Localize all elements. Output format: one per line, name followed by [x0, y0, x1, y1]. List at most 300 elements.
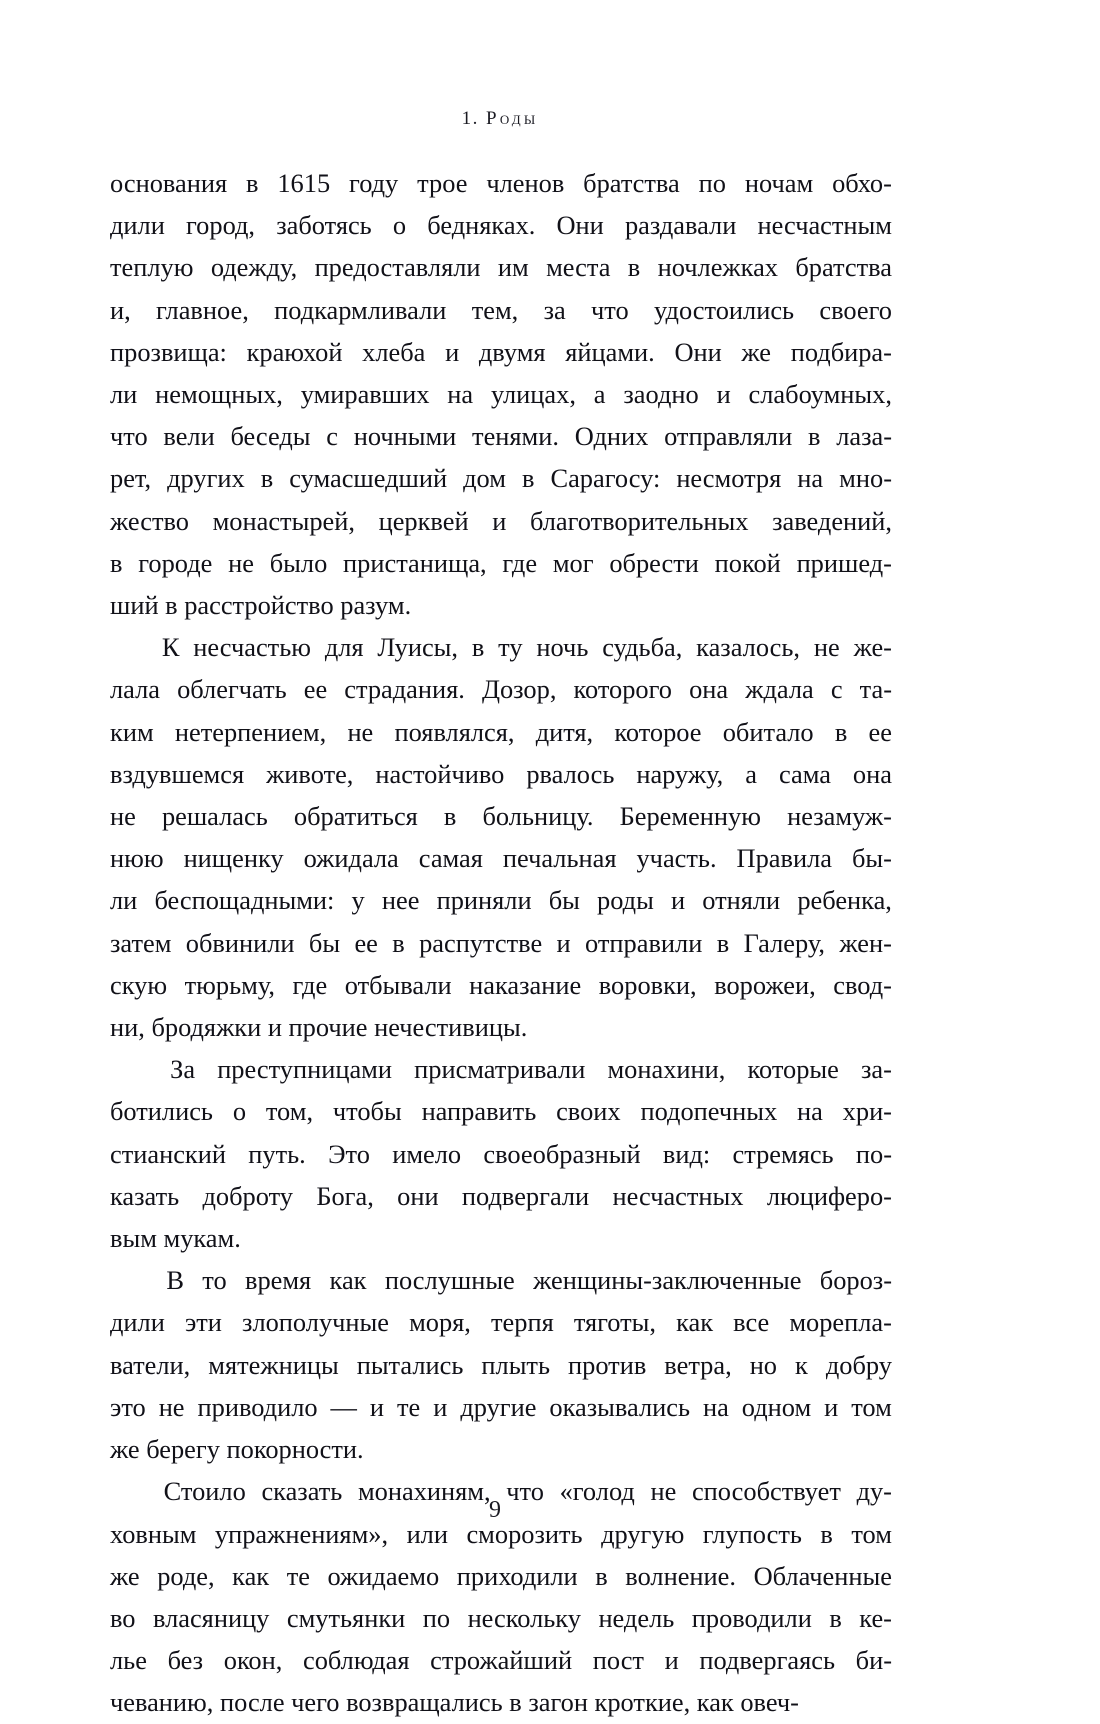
word: своего: [819, 294, 892, 325]
word: краюхой: [246, 336, 343, 367]
word: терпя: [491, 1307, 554, 1338]
word: вздувшемся: [110, 758, 245, 789]
text-line: [110, 331, 892, 373]
text-line: [110, 289, 892, 331]
word: трое: [417, 168, 468, 198]
word: в: [471, 632, 485, 663]
word: несчастным: [757, 210, 892, 241]
text-line: [110, 922, 892, 964]
text-line: [110, 753, 892, 795]
word: нетерпением,: [174, 716, 327, 747]
word: воровки,: [598, 969, 697, 1000]
word: монахини,: [607, 1054, 726, 1085]
word: отбывали: [344, 969, 452, 1000]
word: за: [543, 294, 566, 325]
word: 1615: [277, 168, 331, 198]
word: и: [824, 1391, 839, 1422]
word: году: [349, 168, 399, 198]
word: имело: [392, 1138, 462, 1169]
word: не: [228, 547, 254, 578]
word: на: [702, 1391, 729, 1422]
word: жен-: [839, 927, 892, 958]
text-line: [110, 1344, 892, 1386]
text-line: [110, 542, 892, 584]
text-line: [110, 204, 892, 246]
word: роде,: [157, 1560, 215, 1591]
word: в: [260, 463, 274, 494]
word: в: [627, 252, 641, 283]
word: проводили: [691, 1602, 812, 1633]
word: других: [167, 463, 245, 494]
word: городе: [138, 547, 213, 578]
word: нюю: [110, 843, 164, 874]
word: по: [422, 1602, 451, 1633]
word: незамуж-: [787, 801, 892, 832]
page-number: 9: [489, 1497, 501, 1523]
word: несчастью: [193, 632, 311, 663]
word: ребенка,: [797, 885, 892, 916]
word: монахиням,: [357, 1476, 491, 1507]
word: дили: [110, 210, 165, 241]
text-line: [110, 795, 892, 837]
word: ждала: [745, 674, 814, 705]
word: по-: [855, 1138, 892, 1169]
word: что: [110, 421, 148, 452]
word: ветра,: [664, 1349, 732, 1380]
word: послушные: [384, 1265, 515, 1296]
word: люциферо-: [766, 1180, 892, 1211]
word: как: [676, 1307, 714, 1338]
word: прозвища:: [110, 336, 227, 367]
word: яйцами.: [565, 336, 655, 367]
text-line: [110, 500, 892, 542]
word: подвергаясь: [699, 1645, 836, 1676]
word: ватели,: [110, 1349, 191, 1380]
word: Стоило: [163, 1476, 246, 1507]
word: лала: [110, 674, 160, 705]
word: Сарагосу:: [550, 463, 661, 494]
word: смутьянки: [286, 1602, 406, 1633]
word: свод-: [833, 969, 892, 1000]
word: несмотря: [676, 463, 782, 494]
word: страдания.: [344, 674, 465, 705]
paragraph: [110, 1259, 892, 1470]
word: Правила: [736, 843, 832, 874]
word: Беременную: [619, 801, 761, 832]
word: казалось,: [696, 632, 801, 663]
text-line: [110, 373, 892, 415]
word: упражнениям»,: [214, 1518, 389, 1549]
word: и: [556, 927, 571, 958]
word: судьба,: [602, 632, 683, 663]
word: без: [167, 1645, 204, 1676]
text-line: [110, 1301, 892, 1343]
word: ее: [868, 716, 892, 747]
word: бы: [548, 885, 580, 916]
word: ожидала: [303, 843, 399, 874]
word: предоставляли: [314, 252, 481, 283]
word: места: [546, 252, 611, 283]
word: стианский: [110, 1138, 226, 1169]
word: беспощадными:: [154, 885, 335, 916]
word: и: [492, 505, 507, 536]
word: рвалось: [526, 758, 615, 789]
word: одном: [741, 1391, 812, 1422]
word: вели: [163, 421, 215, 452]
word: эти: [184, 1307, 222, 1338]
text-line: [110, 415, 892, 457]
word: приняли: [436, 885, 532, 916]
word: преступницами: [217, 1054, 392, 1085]
word: по: [698, 168, 726, 198]
word: а: [593, 379, 606, 410]
word: заведений,: [772, 505, 892, 536]
word: ховным: [110, 1518, 197, 1549]
word: в: [820, 1518, 833, 1549]
word: где: [292, 969, 328, 1000]
word: хри-: [842, 1096, 892, 1127]
word: в: [595, 1560, 608, 1591]
word: облегчать: [177, 674, 287, 705]
word: больницу.: [482, 801, 594, 832]
word: монастырей,: [212, 505, 355, 536]
word: морепла-: [789, 1307, 892, 1338]
word: строжайший: [430, 1645, 573, 1676]
word: пост: [592, 1645, 644, 1676]
word: сморозить: [466, 1518, 583, 1549]
word: глупость: [702, 1518, 802, 1549]
word: том: [851, 1518, 892, 1549]
word: моря,: [409, 1307, 471, 1338]
word: у: [351, 885, 365, 916]
word: удостоились: [654, 294, 795, 325]
word: затем: [110, 927, 172, 958]
word: соблюдая: [302, 1645, 410, 1676]
word: пристанища,: [343, 547, 487, 578]
word: отправляли: [664, 421, 793, 452]
word: В: [166, 1265, 184, 1296]
word: другие: [460, 1391, 537, 1422]
word: обрести: [609, 547, 699, 578]
paragraph-indent: [110, 626, 148, 668]
word: отправили: [585, 927, 703, 958]
word: ночлежках: [657, 252, 778, 283]
word: добру: [825, 1349, 892, 1380]
paragraph: [110, 626, 892, 1048]
word: за-: [861, 1054, 892, 1085]
word: на: [796, 1096, 823, 1127]
text-line: [110, 1639, 892, 1681]
word: не: [347, 716, 374, 747]
text-line: [110, 879, 892, 921]
word: сама: [778, 758, 831, 789]
text-line: [110, 1597, 892, 1639]
word: ли: [110, 885, 138, 916]
word: том,: [265, 1096, 314, 1127]
text-line: [110, 1386, 892, 1428]
word: направить: [421, 1096, 537, 1127]
word: это: [110, 1391, 146, 1422]
word: те: [286, 1560, 310, 1591]
word: город,: [186, 210, 256, 241]
running-head: [110, 108, 890, 130]
word: или: [406, 1518, 448, 1549]
word: главное,: [156, 294, 249, 325]
word: и: [445, 336, 460, 367]
text-line: вым мукам.: [110, 1223, 241, 1254]
text-line: ни, бродяжки и прочие нечестивицы.: [110, 1012, 528, 1043]
word: не: [650, 1476, 677, 1507]
word: в: [246, 168, 259, 198]
word: Они: [556, 210, 604, 241]
body-text-block: [110, 162, 892, 1724]
word: против: [568, 1349, 647, 1380]
word: нескольку: [467, 1602, 581, 1633]
word: печальная: [502, 843, 617, 874]
word: умиравших: [300, 379, 430, 410]
word: было: [269, 547, 328, 578]
running-head-chapter-number: 1.: [461, 108, 479, 129]
word: для: [324, 632, 364, 663]
word: двумя: [478, 336, 546, 367]
word: ночам: [744, 168, 814, 198]
word: как: [329, 1265, 367, 1296]
word: оказывались: [549, 1391, 691, 1422]
word: бы-: [851, 843, 892, 874]
text-line: чеванию, после чего возвращались в загон кроткие, как овеч-: [110, 1687, 799, 1718]
word: ботились: [110, 1096, 213, 1127]
word: и,: [110, 294, 131, 325]
word: церквей: [378, 505, 469, 536]
word: заодно: [623, 379, 699, 410]
word: Одних: [574, 421, 649, 452]
word: с: [326, 421, 338, 452]
word: тенями.: [472, 421, 559, 452]
word: беседы: [230, 421, 311, 452]
word: ночь: [536, 632, 589, 663]
word: ке-: [859, 1602, 892, 1633]
word: те: [397, 1391, 421, 1422]
word: способствует: [691, 1476, 841, 1507]
word: ее: [354, 927, 378, 958]
word: несчастных: [612, 1180, 744, 1211]
word: настойчиво: [375, 758, 505, 789]
word: покой: [714, 547, 781, 578]
word: обхо-: [832, 168, 892, 198]
text-line: [110, 1555, 892, 1597]
word: тем,: [471, 294, 519, 325]
word: тюрьму,: [184, 969, 275, 1000]
word: хлеба: [362, 336, 426, 367]
word: приводило: [197, 1391, 318, 1422]
word: —: [330, 1391, 357, 1422]
word: сумасшедший: [289, 463, 448, 494]
word: в: [110, 547, 123, 578]
word: путь.: [248, 1138, 306, 1169]
word: бы: [308, 927, 341, 958]
word: она: [689, 674, 729, 705]
word: вид:: [662, 1138, 711, 1169]
word: на: [447, 379, 474, 410]
paragraph: [110, 1048, 892, 1259]
word: Облаченные: [753, 1560, 892, 1591]
word: немощных,: [155, 379, 283, 410]
word: Галеру,: [743, 927, 825, 958]
word: раздавали: [624, 210, 737, 241]
word: теплую: [110, 252, 194, 283]
word: на: [797, 463, 824, 494]
word: нее: [381, 885, 420, 916]
paragraph-indent: [110, 1259, 148, 1301]
text-line: [110, 1259, 892, 1301]
word: мятежницы: [208, 1349, 339, 1380]
word: они: [397, 1180, 439, 1211]
word: подкармливали: [274, 294, 447, 325]
word: же-: [853, 632, 892, 663]
word: животе,: [266, 758, 354, 789]
word: Луисы,: [377, 632, 459, 663]
word: злополучные: [242, 1307, 389, 1338]
word: том: [851, 1391, 892, 1422]
word: в: [521, 463, 535, 494]
word: которого: [573, 674, 672, 705]
word: обитало: [722, 716, 814, 747]
word: сказать: [261, 1476, 343, 1507]
word: решалась: [161, 801, 268, 832]
word: к: [795, 1349, 808, 1380]
word: не: [158, 1391, 185, 1422]
word: дом: [463, 463, 506, 494]
running-head-chapter-title: Роды: [486, 108, 539, 129]
word: но: [749, 1349, 778, 1380]
word: Бога,: [316, 1180, 374, 1211]
word: как: [232, 1560, 270, 1591]
word: одежду,: [210, 252, 298, 283]
word: в: [834, 716, 848, 747]
text-line: [110, 246, 892, 288]
word: подопечных: [640, 1096, 778, 1127]
word: подбира-: [790, 336, 892, 367]
word: тяготы,: [573, 1307, 657, 1338]
word: что: [506, 1476, 544, 1507]
text-line: [110, 457, 892, 499]
word: не: [813, 632, 840, 663]
word: наказание: [469, 969, 582, 1000]
word: рет,: [110, 463, 152, 494]
word: казать: [110, 1180, 180, 1211]
text-line: [110, 162, 892, 204]
text-line: [110, 837, 892, 879]
word: и: [433, 1391, 448, 1422]
text-line: [110, 1133, 892, 1175]
text-line: [110, 1048, 892, 1090]
word: дили: [110, 1307, 165, 1338]
word: своих: [556, 1096, 621, 1127]
text-line: же берегу покорности.: [110, 1434, 364, 1465]
word: и: [664, 1645, 679, 1676]
word: же: [741, 336, 772, 367]
word: в: [829, 1602, 842, 1633]
word: членов: [486, 168, 565, 198]
word: ночными: [353, 421, 457, 452]
paragraph-indent: [110, 1048, 148, 1090]
word: доброту: [202, 1180, 293, 1211]
word: время: [244, 1265, 312, 1296]
word: Они: [674, 336, 722, 367]
word: в: [807, 421, 821, 452]
text-line: [110, 668, 892, 710]
word: во: [110, 1602, 136, 1633]
word: плыть: [481, 1349, 550, 1380]
word: наружу,: [636, 758, 724, 789]
word: власяницу: [152, 1602, 270, 1633]
word: благотворительных: [529, 505, 749, 536]
word: Дозор,: [481, 674, 557, 705]
word: участь.: [636, 843, 717, 874]
word: появлялся,: [394, 716, 515, 747]
word: не: [110, 801, 136, 832]
word: дитя,: [535, 716, 594, 747]
word: За: [170, 1054, 196, 1085]
word: то: [202, 1265, 227, 1296]
word: и: [369, 1391, 385, 1422]
word: мог: [552, 547, 594, 578]
word: основания: [110, 168, 228, 198]
word: другую: [601, 1518, 685, 1549]
word: отняли: [702, 885, 781, 916]
word: о: [392, 210, 407, 241]
word: скую: [110, 969, 168, 1000]
text-line: [110, 964, 892, 1006]
word: недель: [598, 1602, 675, 1633]
word: самая: [418, 843, 483, 874]
text-line: ший в расстройство разум.: [110, 590, 412, 621]
word: ее: [303, 674, 328, 705]
word: в: [716, 927, 730, 958]
word: заботясь: [276, 210, 372, 241]
word: ворожеи,: [714, 969, 816, 1000]
word: улицах,: [490, 379, 576, 410]
word: ожидаемо: [327, 1560, 440, 1591]
word: с: [830, 674, 843, 705]
word: братства: [795, 252, 892, 283]
word: ли: [110, 379, 138, 410]
word: своеобразный: [483, 1138, 641, 1169]
word: жество: [110, 505, 189, 536]
word: обратиться: [293, 801, 418, 832]
word: та-: [859, 674, 892, 705]
word: о: [232, 1096, 247, 1127]
word: роды: [597, 885, 654, 916]
word: лье: [110, 1645, 147, 1676]
word: которые: [747, 1054, 839, 1085]
word: в: [443, 801, 457, 832]
word: приходили: [456, 1560, 578, 1591]
word: в: [392, 927, 405, 958]
word: а: [745, 758, 757, 789]
word: мно-: [839, 463, 892, 494]
word: пришед-: [796, 547, 892, 578]
word: и: [670, 885, 686, 916]
word: что: [591, 294, 629, 325]
word: би-: [855, 1645, 892, 1676]
text-line: [110, 1175, 892, 1217]
word: она: [852, 758, 892, 789]
word: обвинили: [185, 927, 295, 958]
word: же: [110, 1560, 140, 1591]
word: ким: [110, 716, 154, 747]
word: пытались: [356, 1349, 464, 1380]
